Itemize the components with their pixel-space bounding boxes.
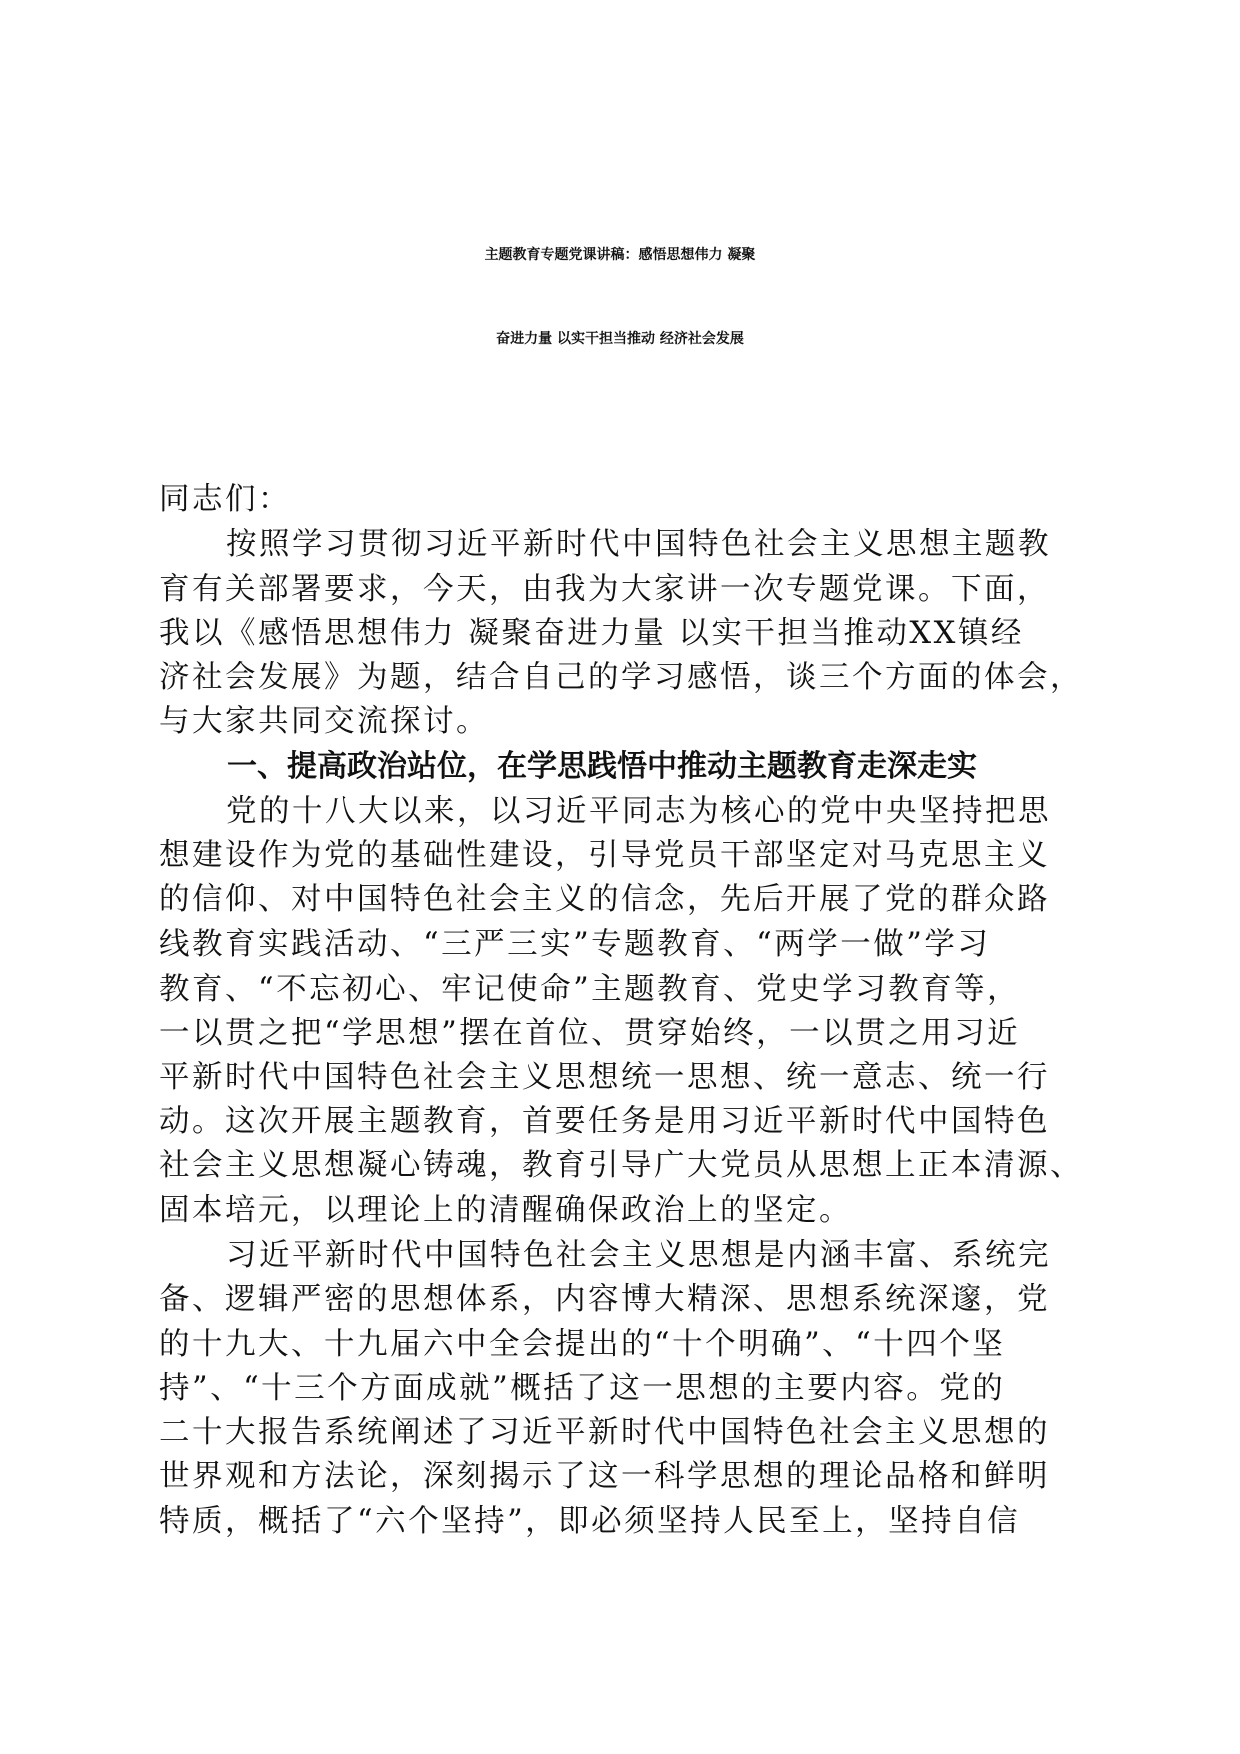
paragraph-line: 平新时代中国特色社会主义思想统一思想、统一意志、统一行 <box>159 1060 1050 1095</box>
paragraph-line: 党的十八大以来，以习近平同志为核心的党中央坚持把思 <box>226 794 1051 829</box>
paragraph-line: 动。这次开展主题教育，首要任务是用习近平新时代中国特色 <box>159 1104 1050 1139</box>
paragraph-line: 二十大报告系统阐述了习近平新时代中国特色社会主义思想的 <box>159 1415 1050 1450</box>
document-title-line-1: 主题教育专题党课讲稿：感悟思想伟力 凝聚 <box>484 247 756 263</box>
paragraph-line: 特质，概括了“六个坚持”，即必须坚持人民至上，坚持自信 <box>159 1504 1021 1539</box>
paragraph-line: 教育、“不忘初心、牢记使命”主题教育、党史学习教育等， <box>159 972 1021 1007</box>
document-title-line-2: 奋进力量 以实干担当推动 经济社会发展 <box>496 331 744 347</box>
intro-line: 育有关部署要求，今天，由我为大家讲一次专题党课。下面， <box>159 572 1050 607</box>
intro-line: 济社会发展》为题，结合自己的学习感悟，谈三个方面的体会， <box>159 660 1083 695</box>
paragraph-line: 持”、“十三个方面成就”概括了这一思想的主要内容。党的 <box>159 1371 1006 1406</box>
paragraph-line: 想建设作为党的基础性建设，引导党员干部坚定对马克思主义 <box>159 838 1050 873</box>
paragraph-line: 社会主义思想凝心铸魂，教育引导广大党员从思想上正本清源、 <box>159 1148 1083 1183</box>
intro-line: 我以《感悟思想伟力 凝聚奋进力量 以实干担当推动XX镇经 <box>159 616 1024 651</box>
paragraph-line: 世界观和方法论，深刻揭示了这一科学思想的理论品格和鲜明 <box>159 1459 1050 1494</box>
section-heading-1: 一、提高政治站位，在学思践悟中推动主题教育走深走实 <box>227 749 977 784</box>
intro-line: 按照学习贯彻习近平新时代中国特色社会主义思想主题教 <box>226 527 1051 562</box>
paragraph-line: 的信仰、对中国特色社会主义的信念，先后开展了党的群众路 <box>159 882 1050 917</box>
paragraph-line: 的十九大、十九届六中全会提出的“十个明确”、“十四个坚 <box>159 1327 1006 1362</box>
paragraph-line: 习近平新时代中国特色社会主义思想是内涵丰富、系统完 <box>226 1238 1051 1273</box>
paragraph-line: 备、逻辑严密的思想体系，内容博大精深、思想系统深邃，党 <box>159 1282 1050 1317</box>
paragraph-line: 一以贯之把“学思想”摆在首位、贯穿始终，一以贯之用习近 <box>159 1016 1021 1051</box>
salutation: 同志们： <box>159 482 291 517</box>
intro-line: 与大家共同交流探讨。 <box>159 704 489 739</box>
paragraph-line: 固本培元，以理论上的清醒确保政治上的坚定。 <box>159 1193 852 1228</box>
paragraph-line: 线教育实践活动、“三严三实”专题教育、“两学一做”学习 <box>159 927 991 962</box>
